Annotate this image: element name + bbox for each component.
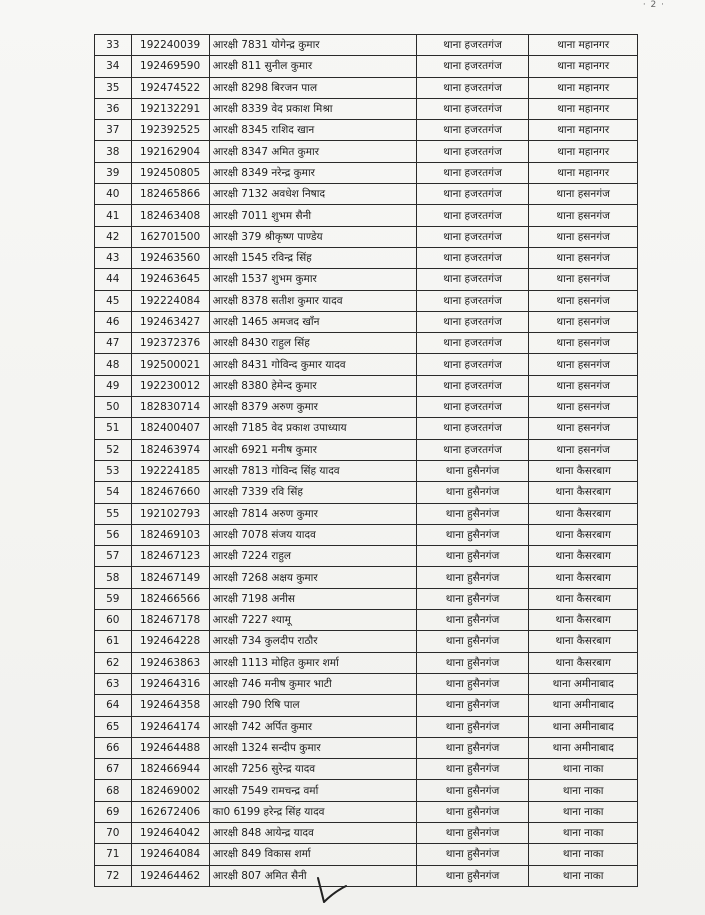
- table-row: [95, 418, 638, 439]
- table-row: [95, 588, 638, 609]
- to-station-cell: थाना महानगर: [529, 77, 638, 98]
- to-station-cell: थाना अमीनाबाद: [529, 695, 638, 716]
- from-station-cell: थाना हुसैनगंज: [416, 865, 529, 886]
- serial-number-cell: 50: [95, 397, 132, 418]
- from-station-cell: थाना हजरतगंज: [416, 247, 529, 268]
- table-row: [95, 354, 638, 375]
- from-station-cell: थाना हजरतगंज: [416, 77, 529, 98]
- employee-id-cell: 192464084: [131, 844, 209, 865]
- from-station-cell: थाना हजरतगंज: [416, 418, 529, 439]
- personnel-name-cell: आरक्षी 746 मनीष कुमार भाटी: [209, 673, 416, 694]
- table-row: [95, 546, 638, 567]
- to-station-cell: थाना नाका: [529, 865, 638, 886]
- serial-number-cell: 61: [95, 631, 132, 652]
- table-row: [95, 290, 638, 311]
- personnel-name-cell: आरक्षी 1545 रविन्द्र सिंह: [209, 247, 416, 268]
- table-row: [95, 397, 638, 418]
- personnel-name-cell: आरक्षी 7078 संजय यादव: [209, 524, 416, 545]
- employee-id-cell: 192464316: [131, 673, 209, 694]
- serial-number-cell: 45: [95, 290, 132, 311]
- employee-id-cell: 182469002: [131, 780, 209, 801]
- personnel-name-cell: आरक्षी 7227 श्यामू: [209, 610, 416, 631]
- personnel-name-cell: आरक्षी 734 कुलदीप राठौर: [209, 631, 416, 652]
- serial-number-cell: 40: [95, 184, 132, 205]
- from-station-cell: थाना हजरतगंज: [416, 375, 529, 396]
- from-station-cell: थाना हुसैनगंज: [416, 588, 529, 609]
- employee-id-cell: 182466944: [131, 759, 209, 780]
- personnel-name-cell: आरक्षी 8378 सतीश कुमार यादव: [209, 290, 416, 311]
- table-row: [95, 482, 638, 503]
- personnel-name-cell: आरक्षी 848 आयेन्द्र यादव: [209, 822, 416, 843]
- from-station-cell: थाना हजरतगंज: [416, 311, 529, 332]
- to-station-cell: थाना महानगर: [529, 35, 638, 56]
- employee-id-cell: 192162904: [131, 141, 209, 162]
- from-station-cell: थाना हजरतगंज: [416, 205, 529, 226]
- serial-number-cell: 57: [95, 546, 132, 567]
- employee-id-cell: 192464228: [131, 631, 209, 652]
- to-station-cell: थाना महानगर: [529, 162, 638, 183]
- to-station-cell: थाना हसनगंज: [529, 269, 638, 290]
- employee-id-cell: 192469590: [131, 56, 209, 77]
- table-row: [95, 610, 638, 631]
- from-station-cell: थाना हजरतगंज: [416, 354, 529, 375]
- to-station-cell: थाना हसनगंज: [529, 418, 638, 439]
- table-row: [95, 35, 638, 56]
- serial-number-cell: 56: [95, 524, 132, 545]
- employee-id-cell: 192464462: [131, 865, 209, 886]
- serial-number-cell: 51: [95, 418, 132, 439]
- personnel-name-cell: का0 6199 हरेन्द्र सिंह यादव: [209, 801, 416, 822]
- personnel-name-cell: आरक्षी 7813 गोविन्द सिंह यादव: [209, 460, 416, 481]
- employee-id-cell: 162672406: [131, 801, 209, 822]
- personnel-name-cell: आरक्षी 811 सुनील कुमार: [209, 56, 416, 77]
- to-station-cell: थाना कैसरबाग: [529, 631, 638, 652]
- page-top-mark: · 2 ·: [642, 0, 665, 10]
- serial-number-cell: 68: [95, 780, 132, 801]
- personnel-name-cell: आरक्षी 8339 वेद प्रकाश मिश्रा: [209, 98, 416, 119]
- serial-number-cell: 44: [95, 269, 132, 290]
- to-station-cell: थाना हसनगंज: [529, 290, 638, 311]
- serial-number-cell: 52: [95, 439, 132, 460]
- serial-number-cell: 67: [95, 759, 132, 780]
- personnel-name-cell: आरक्षी 7224 राहुल: [209, 546, 416, 567]
- serial-number-cell: 41: [95, 205, 132, 226]
- from-station-cell: थाना हजरतगंज: [416, 397, 529, 418]
- to-station-cell: थाना महानगर: [529, 120, 638, 141]
- from-station-cell: थाना हुसैनगंज: [416, 822, 529, 843]
- employee-id-cell: 192464358: [131, 695, 209, 716]
- to-station-cell: थाना कैसरबाग: [529, 546, 638, 567]
- to-station-cell: थाना कैसरबाग: [529, 588, 638, 609]
- employee-id-cell: 182463974: [131, 439, 209, 460]
- to-station-cell: थाना अमीनाबाद: [529, 716, 638, 737]
- serial-number-cell: 35: [95, 77, 132, 98]
- personnel-name-cell: आरक्षी 8345 राशिद खान: [209, 120, 416, 141]
- to-station-cell: थाना कैसरबाग: [529, 652, 638, 673]
- employee-id-cell: 192450805: [131, 162, 209, 183]
- to-station-cell: थाना हसनगंज: [529, 375, 638, 396]
- serial-number-cell: 62: [95, 652, 132, 673]
- from-station-cell: थाना हजरतगंज: [416, 141, 529, 162]
- table-row: [95, 801, 638, 822]
- table-row: [95, 695, 638, 716]
- from-station-cell: थाना हजरतगंज: [416, 56, 529, 77]
- personnel-name-cell: आरक्षी 8349 नरेन्द्र कुमार: [209, 162, 416, 183]
- from-station-cell: थाना हजरतगंज: [416, 120, 529, 141]
- personnel-name-cell: आरक्षी 7268 अक्षय कुमार: [209, 567, 416, 588]
- personnel-name-cell: आरक्षी 7011 शुभम सैनी: [209, 205, 416, 226]
- table-row: [95, 844, 638, 865]
- from-station-cell: थाना हजरतगंज: [416, 226, 529, 247]
- to-station-cell: थाना नाका: [529, 780, 638, 801]
- to-station-cell: थाना हसनगंज: [529, 311, 638, 332]
- serial-number-cell: 54: [95, 482, 132, 503]
- to-station-cell: थाना महानगर: [529, 141, 638, 162]
- employee-id-cell: 192464042: [131, 822, 209, 843]
- to-station-cell: थाना नाका: [529, 844, 638, 865]
- to-station-cell: थाना कैसरबाग: [529, 524, 638, 545]
- table-row: [95, 98, 638, 119]
- table-row: [95, 311, 638, 332]
- personnel-name-cell: आरक्षी 849 विकास शर्मा: [209, 844, 416, 865]
- serial-number-cell: 72: [95, 865, 132, 886]
- serial-number-cell: 37: [95, 120, 132, 141]
- employee-id-cell: 192463863: [131, 652, 209, 673]
- roster-body: [95, 35, 638, 887]
- employee-id-cell: 192224185: [131, 460, 209, 481]
- serial-number-cell: 71: [95, 844, 132, 865]
- employee-id-cell: 192463645: [131, 269, 209, 290]
- from-station-cell: थाना हजरतगंज: [416, 162, 529, 183]
- to-station-cell: थाना हसनगंज: [529, 226, 638, 247]
- from-station-cell: थाना हुसैनगंज: [416, 801, 529, 822]
- from-station-cell: थाना हुसैनगंज: [416, 524, 529, 545]
- employee-id-cell: 182466566: [131, 588, 209, 609]
- from-station-cell: थाना हजरतगंज: [416, 269, 529, 290]
- table-row: [95, 503, 638, 524]
- serial-number-cell: 43: [95, 247, 132, 268]
- table-row: [95, 120, 638, 141]
- employee-id-cell: 192372376: [131, 333, 209, 354]
- employee-id-cell: 182467149: [131, 567, 209, 588]
- employee-id-cell: 192102793: [131, 503, 209, 524]
- table-row: [95, 375, 638, 396]
- employee-id-cell: 192464488: [131, 737, 209, 758]
- personnel-name-cell: आरक्षी 8298 बिरजन पाल: [209, 77, 416, 98]
- employee-id-cell: 182465866: [131, 184, 209, 205]
- serial-number-cell: 42: [95, 226, 132, 247]
- table-row: [95, 439, 638, 460]
- from-station-cell: थाना हुसैनगंज: [416, 567, 529, 588]
- employee-id-cell: 192464174: [131, 716, 209, 737]
- from-station-cell: थाना हुसैनगंज: [416, 759, 529, 780]
- personnel-name-cell: आरक्षी 8347 अमित कुमार: [209, 141, 416, 162]
- personnel-name-cell: आरक्षी 8431 गोविन्द कुमार यादव: [209, 354, 416, 375]
- serial-number-cell: 70: [95, 822, 132, 843]
- from-station-cell: थाना हुसैनगंज: [416, 737, 529, 758]
- serial-number-cell: 38: [95, 141, 132, 162]
- serial-number-cell: 36: [95, 98, 132, 119]
- table-row: [95, 460, 638, 481]
- employee-id-cell: 182830714: [131, 397, 209, 418]
- serial-number-cell: 63: [95, 673, 132, 694]
- to-station-cell: थाना कैसरबाग: [529, 460, 638, 481]
- to-station-cell: थाना हसनगंज: [529, 397, 638, 418]
- personnel-name-cell: आरक्षी 7185 वेद प्रकाश उपाध्याय: [209, 418, 416, 439]
- to-station-cell: थाना कैसरबाग: [529, 610, 638, 631]
- table-row: [95, 162, 638, 183]
- from-station-cell: थाना हुसैनगंज: [416, 610, 529, 631]
- personnel-name-cell: आरक्षी 8380 हेमेन्द कुमार: [209, 375, 416, 396]
- employee-id-cell: 192224084: [131, 290, 209, 311]
- employee-id-cell: 192230012: [131, 375, 209, 396]
- transfer-roster-table: [94, 34, 638, 887]
- serial-number-cell: 64: [95, 695, 132, 716]
- table-row: [95, 247, 638, 268]
- table-row: [95, 567, 638, 588]
- employee-id-cell: 192463560: [131, 247, 209, 268]
- table-row: [95, 631, 638, 652]
- employee-id-cell: 192463427: [131, 311, 209, 332]
- serial-number-cell: 39: [95, 162, 132, 183]
- table-row: [95, 333, 638, 354]
- from-station-cell: थाना हुसैनगंज: [416, 780, 529, 801]
- serial-number-cell: 65: [95, 716, 132, 737]
- table-row: [95, 780, 638, 801]
- table-row: [95, 822, 638, 843]
- personnel-name-cell: आरक्षी 7831 योगेन्द्र कुमार: [209, 35, 416, 56]
- to-station-cell: थाना हसनगंज: [529, 247, 638, 268]
- from-station-cell: थाना हुसैनगंज: [416, 716, 529, 737]
- from-station-cell: थाना हुसैनगंज: [416, 460, 529, 481]
- personnel-name-cell: आरक्षी 8379 अरुण कुमार: [209, 397, 416, 418]
- personnel-name-cell: आरक्षी 7814 अरुण कुमार: [209, 503, 416, 524]
- to-station-cell: थाना हसनगंज: [529, 333, 638, 354]
- employee-id-cell: 182469103: [131, 524, 209, 545]
- to-station-cell: थाना हसनगंज: [529, 184, 638, 205]
- signature-mark: [312, 872, 352, 906]
- serial-number-cell: 60: [95, 610, 132, 631]
- to-station-cell: थाना अमीनाबाद: [529, 737, 638, 758]
- table-row: [95, 716, 638, 737]
- to-station-cell: थाना नाका: [529, 822, 638, 843]
- from-station-cell: थाना हुसैनगंज: [416, 631, 529, 652]
- serial-number-cell: 33: [95, 35, 132, 56]
- table-row: [95, 652, 638, 673]
- to-station-cell: थाना नाका: [529, 801, 638, 822]
- personnel-name-cell: आरक्षी 379 श्रीकृष्ण पाण्डेय: [209, 226, 416, 247]
- employee-id-cell: 182400407: [131, 418, 209, 439]
- serial-number-cell: 66: [95, 737, 132, 758]
- table-row: [95, 77, 638, 98]
- to-station-cell: थाना महानगर: [529, 98, 638, 119]
- table-row: [95, 141, 638, 162]
- employee-id-cell: 192132291: [131, 98, 209, 119]
- serial-number-cell: 69: [95, 801, 132, 822]
- employee-id-cell: 182467178: [131, 610, 209, 631]
- to-station-cell: थाना अमीनाबाद: [529, 673, 638, 694]
- to-station-cell: थाना कैसरबाग: [529, 482, 638, 503]
- table-row: [95, 184, 638, 205]
- personnel-name-cell: आरक्षी 8430 राहुल सिंह: [209, 333, 416, 354]
- from-station-cell: थाना हुसैनगंज: [416, 546, 529, 567]
- table-row: [95, 205, 638, 226]
- serial-number-cell: 59: [95, 588, 132, 609]
- personnel-name-cell: आरक्षी 1537 शुभम कुमार: [209, 269, 416, 290]
- table-row: [95, 865, 638, 886]
- from-station-cell: थाना हुसैनगंज: [416, 673, 529, 694]
- personnel-name-cell: आरक्षी 6921 मनीष कुमार: [209, 439, 416, 460]
- employee-id-cell: 192500021: [131, 354, 209, 375]
- from-station-cell: थाना हुसैनगंज: [416, 844, 529, 865]
- serial-number-cell: 48: [95, 354, 132, 375]
- to-station-cell: थाना कैसरबाग: [529, 567, 638, 588]
- serial-number-cell: 58: [95, 567, 132, 588]
- table-row: [95, 524, 638, 545]
- from-station-cell: थाना हुसैनगंज: [416, 652, 529, 673]
- to-station-cell: थाना हसनगंज: [529, 439, 638, 460]
- employee-id-cell: 182467660: [131, 482, 209, 503]
- from-station-cell: थाना हजरतगंज: [416, 98, 529, 119]
- table-row: [95, 737, 638, 758]
- to-station-cell: थाना महानगर: [529, 56, 638, 77]
- table-row: [95, 673, 638, 694]
- from-station-cell: थाना हजरतगंज: [416, 184, 529, 205]
- to-station-cell: थाना हसनगंज: [529, 354, 638, 375]
- personnel-name-cell: आरक्षी 807 अमित सैनी: [209, 865, 416, 886]
- from-station-cell: थाना हजरतगंज: [416, 35, 529, 56]
- personnel-name-cell: आरक्षी 7256 सुरेन्द्र यादव: [209, 759, 416, 780]
- serial-number-cell: 49: [95, 375, 132, 396]
- from-station-cell: थाना हुसैनगंज: [416, 695, 529, 716]
- from-station-cell: थाना हजरतगंज: [416, 333, 529, 354]
- serial-number-cell: 46: [95, 311, 132, 332]
- table-row: [95, 56, 638, 77]
- serial-number-cell: 34: [95, 56, 132, 77]
- personnel-name-cell: आरक्षी 1113 मोहित कुमार शर्मा: [209, 652, 416, 673]
- employee-id-cell: 182467123: [131, 546, 209, 567]
- from-station-cell: थाना हुसैनगंज: [416, 482, 529, 503]
- personnel-name-cell: आरक्षी 742 अर्पित कुमार: [209, 716, 416, 737]
- personnel-name-cell: आरक्षी 790 रिषि पाल: [209, 695, 416, 716]
- serial-number-cell: 53: [95, 460, 132, 481]
- personnel-name-cell: आरक्षी 7549 रामचन्द्र वर्मा: [209, 780, 416, 801]
- personnel-name-cell: आरक्षी 7339 रवि सिंह: [209, 482, 416, 503]
- to-station-cell: थाना नाका: [529, 759, 638, 780]
- table-row: [95, 226, 638, 247]
- from-station-cell: थाना हजरतगंज: [416, 290, 529, 311]
- employee-id-cell: 192240039: [131, 35, 209, 56]
- personnel-name-cell: आरक्षी 7132 अवधेश निषाद: [209, 184, 416, 205]
- personnel-name-cell: आरक्षी 1465 अमजद खाँन: [209, 311, 416, 332]
- from-station-cell: थाना हुसैनगंज: [416, 503, 529, 524]
- employee-id-cell: 162701500: [131, 226, 209, 247]
- serial-number-cell: 55: [95, 503, 132, 524]
- from-station-cell: थाना हजरतगंज: [416, 439, 529, 460]
- to-station-cell: थाना हसनगंज: [529, 205, 638, 226]
- serial-number-cell: 47: [95, 333, 132, 354]
- table-row: [95, 269, 638, 290]
- personnel-name-cell: आरक्षी 1324 सन्दीप कुमार: [209, 737, 416, 758]
- table-row: [95, 759, 638, 780]
- personnel-name-cell: आरक्षी 7198 अनीस: [209, 588, 416, 609]
- to-station-cell: थाना कैसरबाग: [529, 503, 638, 524]
- employee-id-cell: 182463408: [131, 205, 209, 226]
- employee-id-cell: 192474522: [131, 77, 209, 98]
- employee-id-cell: 192392525: [131, 120, 209, 141]
